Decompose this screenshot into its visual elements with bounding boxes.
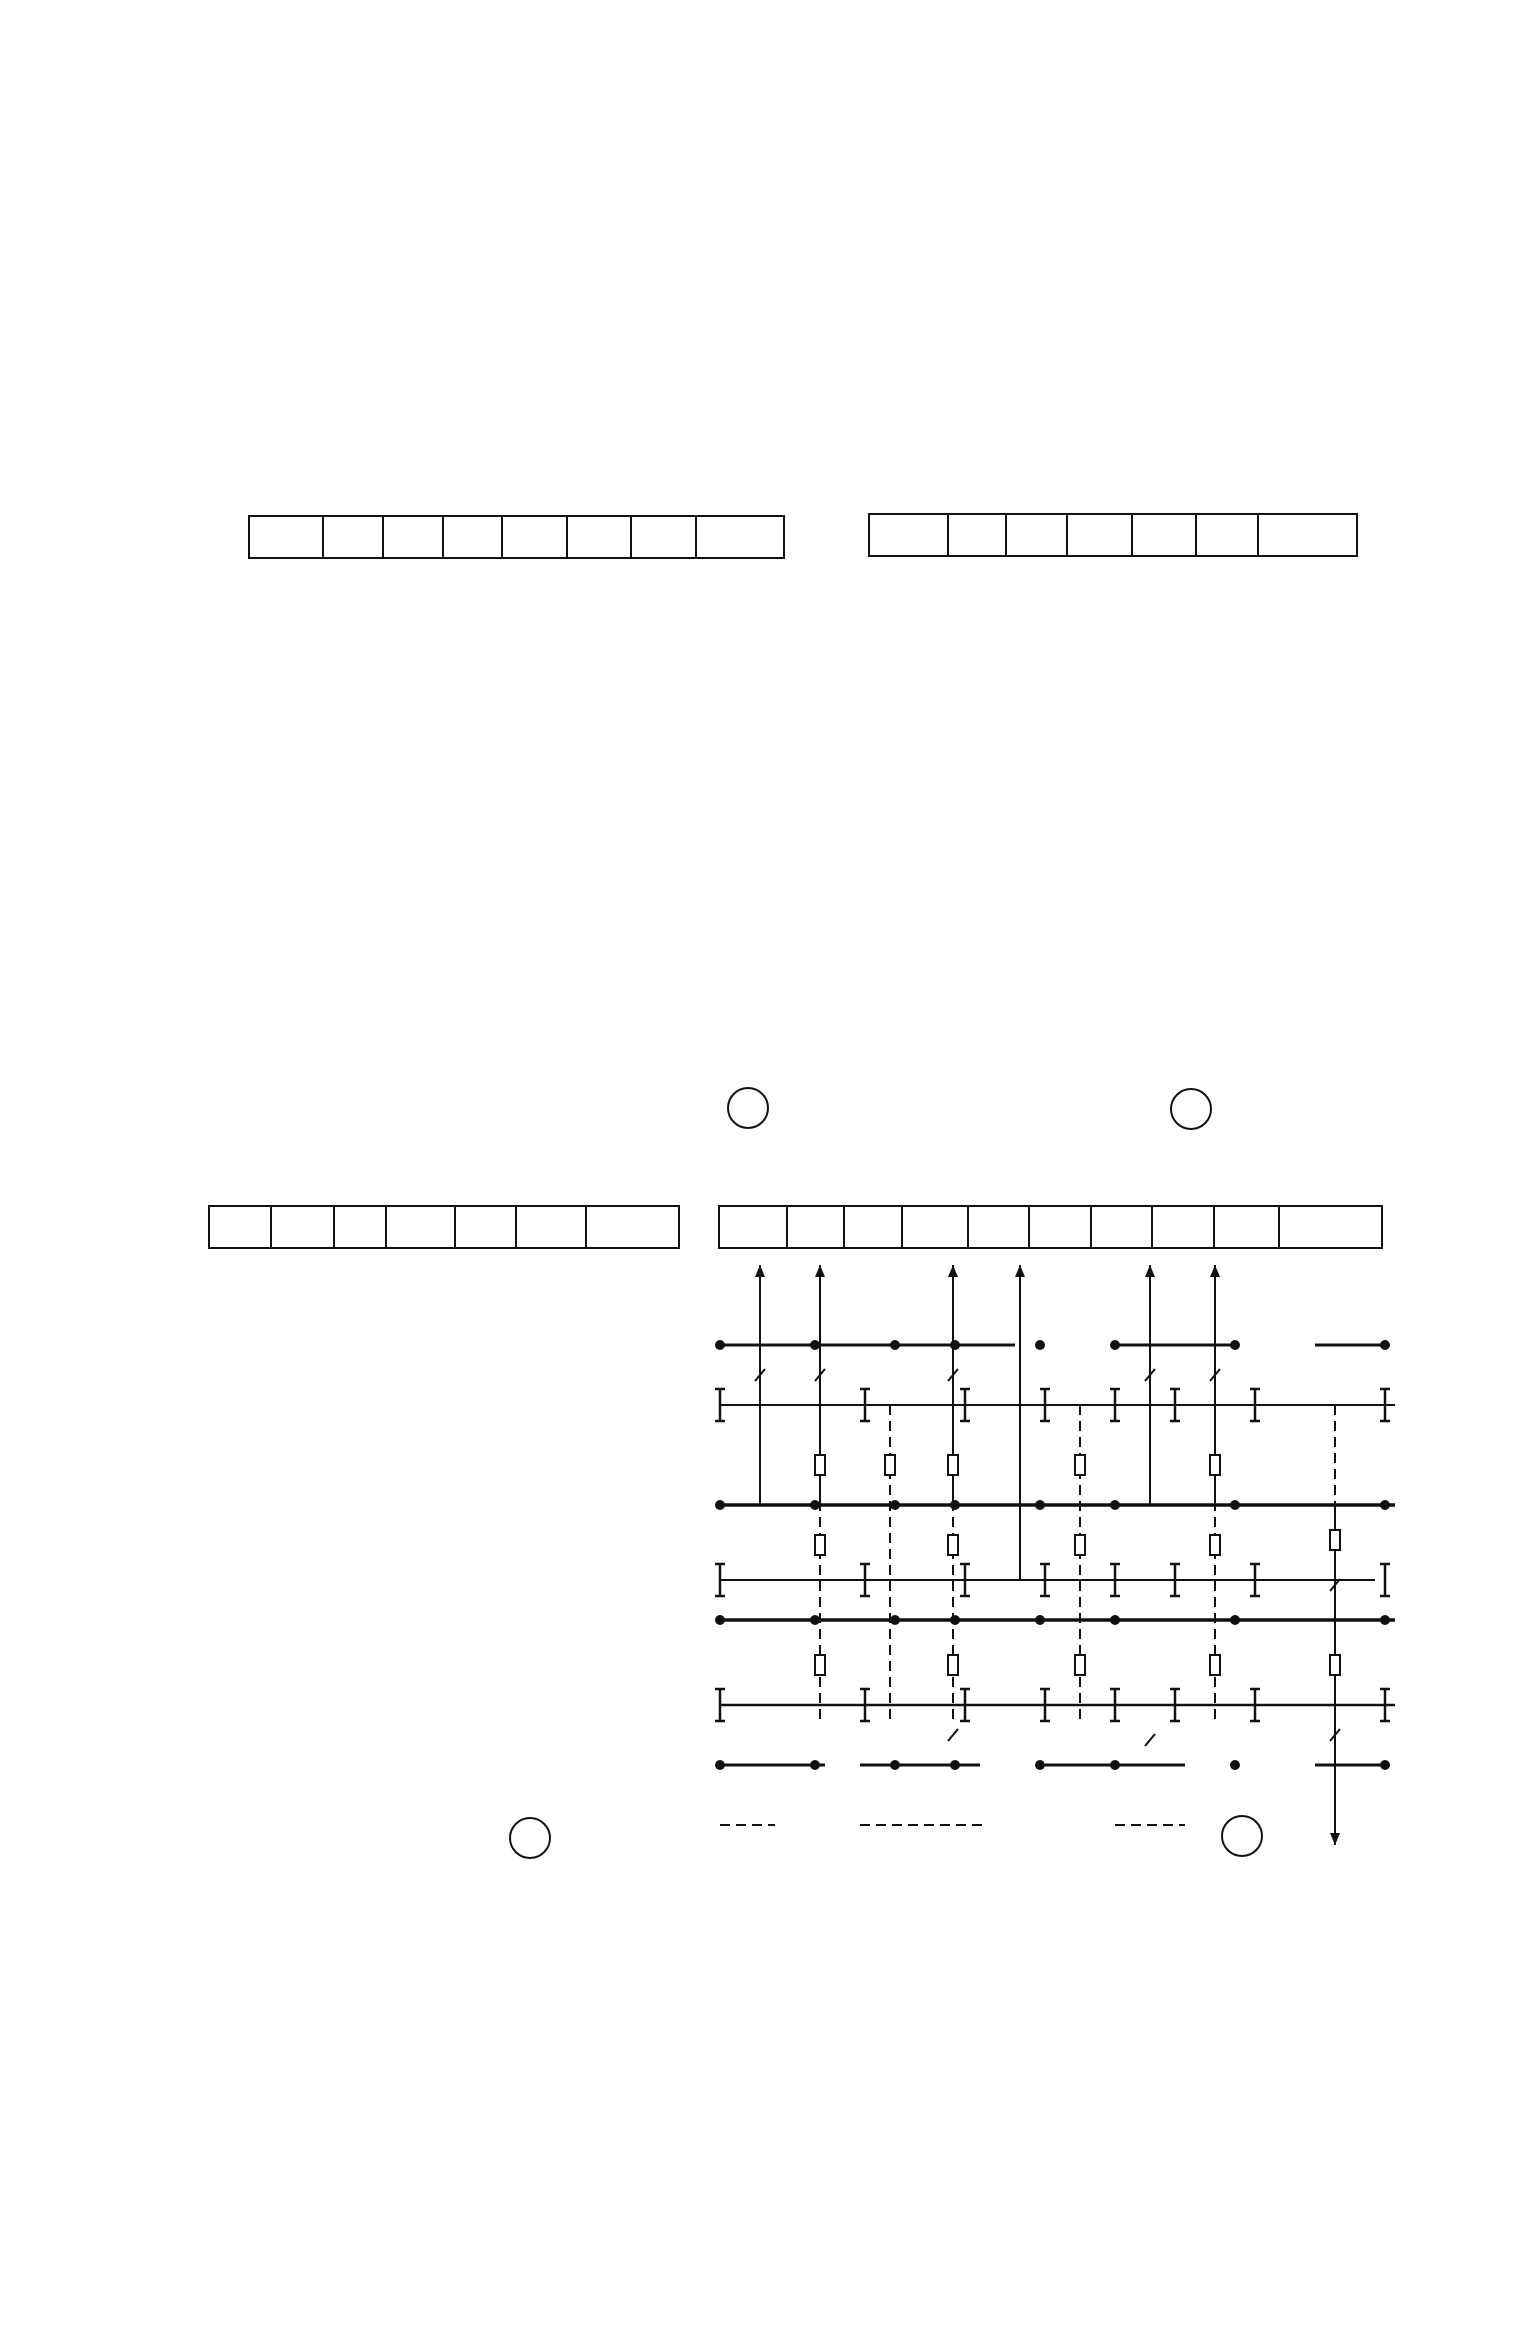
node-dot	[950, 1500, 960, 1510]
resistor	[1330, 1530, 1340, 1550]
slash-tick	[1145, 1734, 1155, 1746]
resistor	[948, 1535, 958, 1555]
diagram-number-badge	[509, 1817, 551, 1859]
node-dot	[1230, 1340, 1240, 1350]
resistor	[1210, 1535, 1220, 1555]
node-dot	[810, 1500, 820, 1510]
resistor	[1210, 1655, 1220, 1675]
resistor	[815, 1535, 825, 1555]
slash-tick	[948, 1729, 958, 1741]
arrow-head	[815, 1265, 825, 1277]
diagram-number-badge	[1221, 1815, 1263, 1857]
node-dot	[715, 1760, 725, 1770]
resistor	[815, 1455, 825, 1475]
node-dot	[715, 1615, 725, 1625]
node-dot	[950, 1615, 960, 1625]
arrow-head	[1145, 1265, 1155, 1277]
arrow-head	[1210, 1265, 1220, 1277]
node-dot	[1380, 1760, 1390, 1770]
arrow-head	[755, 1265, 765, 1277]
arrow-head	[1330, 1833, 1340, 1845]
resistor	[1075, 1535, 1085, 1555]
node-dot	[1035, 1340, 1045, 1350]
node-dot	[890, 1615, 900, 1625]
node-dot	[1035, 1500, 1045, 1510]
resistor	[1330, 1655, 1340, 1675]
resistor	[885, 1455, 895, 1475]
node-dot	[810, 1340, 820, 1350]
track-diagram-31	[865, 513, 1405, 1143]
node-dot	[1230, 1760, 1240, 1770]
resistor	[1075, 1655, 1085, 1675]
node-dot	[890, 1340, 900, 1350]
track-diagram-30	[240, 515, 800, 1145]
node-dot	[1110, 1615, 1120, 1625]
node-dot	[890, 1500, 900, 1510]
track-diagram-32	[200, 1205, 690, 1865]
resistor	[1210, 1455, 1220, 1475]
node-dot	[1110, 1340, 1120, 1350]
node-dot	[950, 1340, 960, 1350]
arrow-head	[1015, 1265, 1025, 1277]
schematic	[865, 513, 1405, 1143]
node-dot	[715, 1500, 725, 1510]
node-dot	[950, 1760, 960, 1770]
resistor	[948, 1655, 958, 1675]
track-diagram-33	[695, 1205, 1415, 1865]
node-dot	[1035, 1760, 1045, 1770]
arrow-head	[948, 1265, 958, 1277]
node-dot	[715, 1340, 725, 1350]
node-dot	[1035, 1615, 1045, 1625]
node-dot	[810, 1615, 820, 1625]
node-dot	[810, 1760, 820, 1770]
node-dot	[1380, 1615, 1390, 1625]
node-dot	[1380, 1500, 1390, 1510]
node-dot	[1230, 1615, 1240, 1625]
node-dot	[1380, 1340, 1390, 1350]
schematic	[240, 515, 800, 1145]
node-dot	[1230, 1500, 1240, 1510]
node-dot	[890, 1760, 900, 1770]
resistor	[1075, 1455, 1085, 1475]
schematic	[200, 1205, 690, 1865]
node-dot	[1110, 1500, 1120, 1510]
resistor	[815, 1655, 825, 1675]
resistor	[948, 1455, 958, 1475]
schematic	[695, 1205, 1415, 1865]
node-dot	[1110, 1760, 1120, 1770]
diagram-number-badge	[727, 1087, 769, 1129]
diagram-number-badge	[1170, 1088, 1212, 1130]
